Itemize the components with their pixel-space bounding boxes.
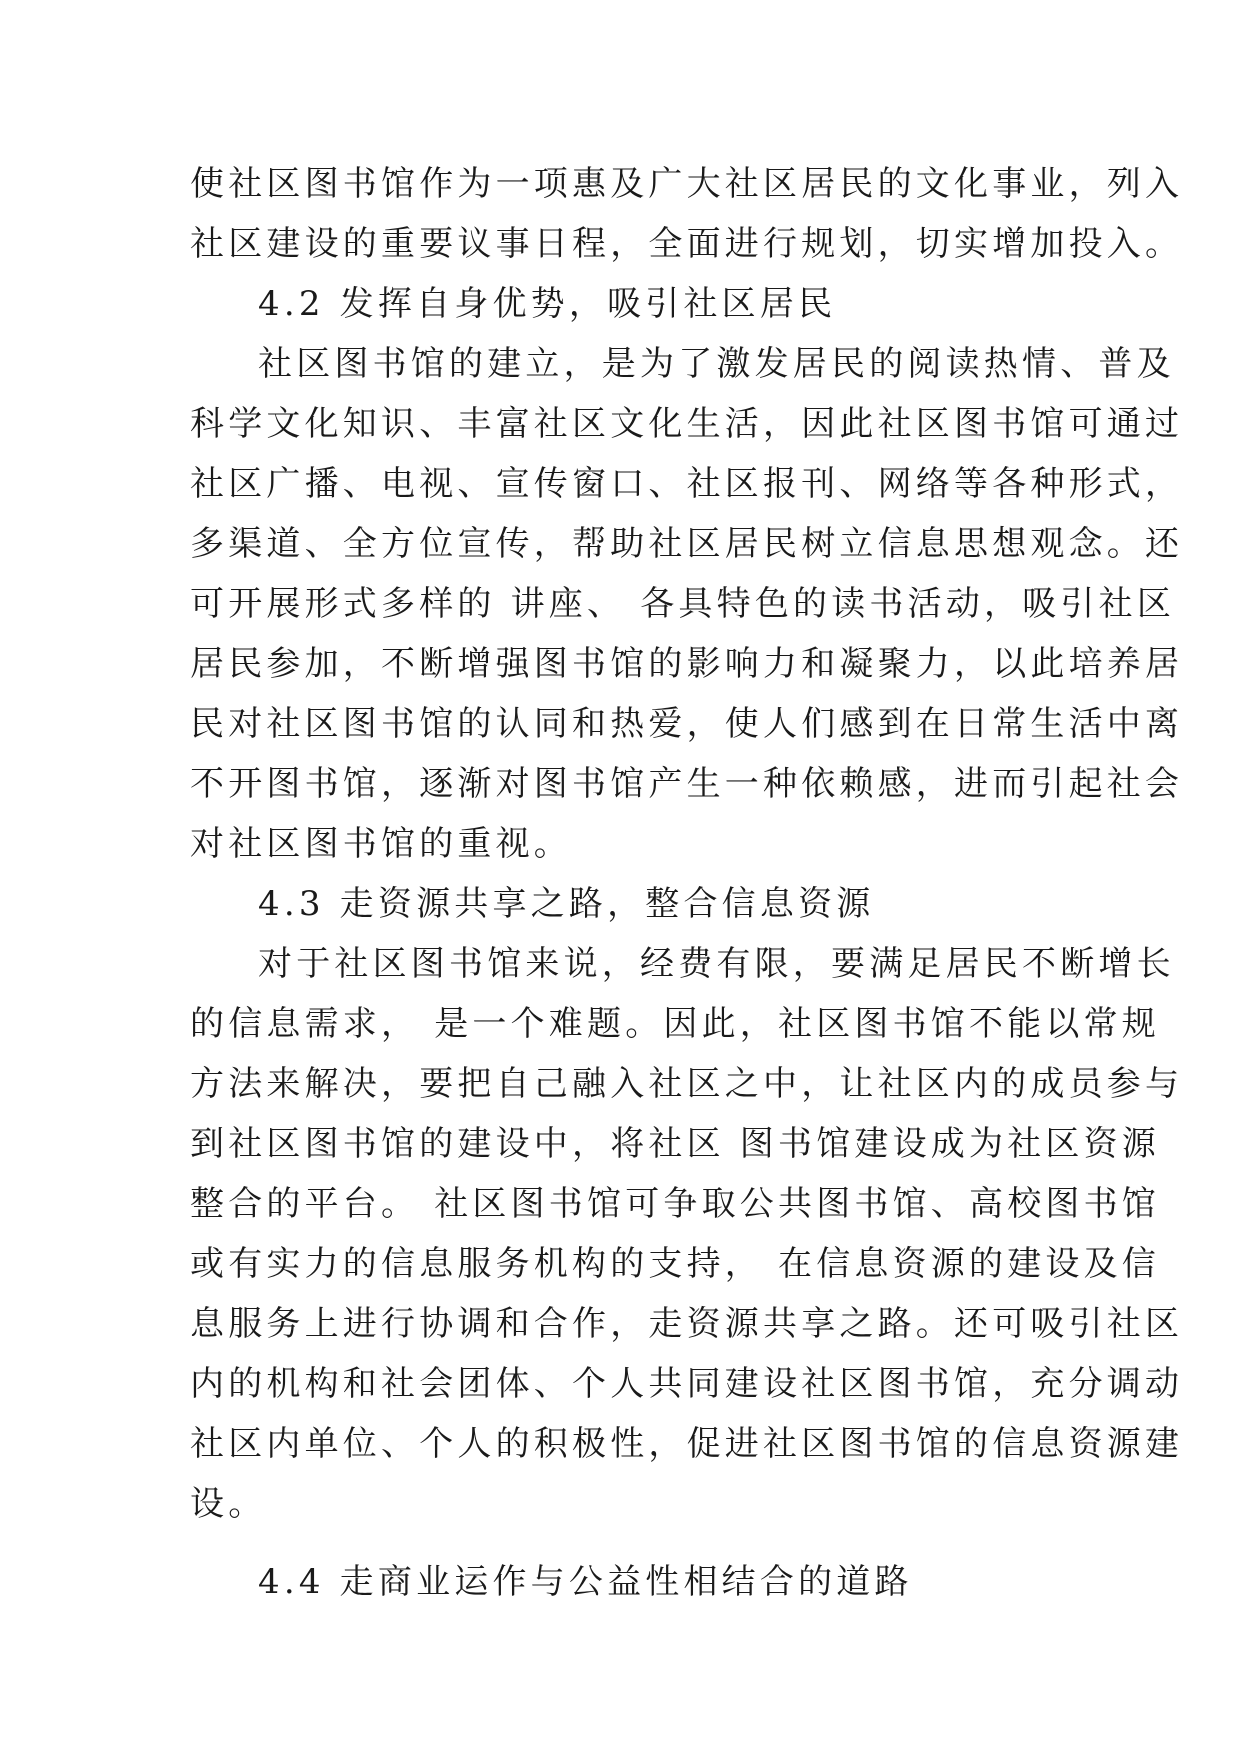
section-heading-4-4: 4.4 走商业运作与公益性相结合的道路	[258, 1562, 913, 1602]
paragraph-line: 可开展形式多样的 讲座、 各具特色的读书活动，吸引社区	[190, 584, 1176, 624]
paragraph-line: 多渠道、全方位宣传，帮助社区居民树立信息思想观念。还	[190, 524, 1184, 564]
paragraph-line: 到社区图书馆的建设中，将社区 图书馆建设成为社区资源	[190, 1124, 1161, 1164]
paragraph-line: 或有实力的信息服务机构的支持， 在信息资源的建设及信	[190, 1244, 1161, 1284]
paragraph-line: 对社区图书馆的重视。	[190, 824, 572, 864]
paragraph-line: 科学文化知识、丰富社区文化生活，因此社区图书馆可通过	[190, 404, 1184, 444]
paragraph-line: 设。	[190, 1484, 267, 1524]
section-heading-4-2: 4.2 发挥自身优势，吸引社区居民	[258, 284, 837, 324]
paragraph-line: 方法来解决，要把自己融入社区之中，让社区内的成员参与	[190, 1064, 1184, 1104]
paragraph-line: 社区内单位、个人的积极性，促进社区图书馆的信息资源建	[190, 1424, 1184, 1464]
document-body	[190, 154, 1184, 1612]
paragraph-line: 社区图书馆的建立，是为了激发居民的阅读热情、普及	[258, 344, 1175, 384]
paragraph-line: 民对社区图书馆的认同和热爱，使人们感到在日常生活中离	[190, 704, 1184, 744]
paragraph-line: 社区广播、电视、宣传窗口、社区报刊、网络等各种形式，	[190, 464, 1184, 504]
paragraph-line: 使社区图书馆作为一项惠及广大社区居民的文化事业，列入	[190, 164, 1184, 204]
paragraph-line: 居民参加，不断增强图书馆的影响力和凝聚力，以此培养居	[190, 644, 1184, 684]
paragraph-line: 整合的平台。 社区图书馆可争取公共图书馆、高校图书馆	[190, 1184, 1161, 1224]
paragraph-line: 的信息需求， 是一个难题。因此，社区图书馆不能以常规	[190, 1004, 1161, 1044]
paragraph-line: 内的机构和社会团体、个人共同建设社区图书馆，充分调动	[190, 1364, 1184, 1404]
paragraph-line: 息服务上进行协调和合作，走资源共享之路。还可吸引社区	[190, 1304, 1184, 1344]
paragraph-line: 不开图书馆，逐渐对图书馆产生一种依赖感，进而引起社会	[190, 764, 1184, 804]
section-heading-4-3: 4.3 走资源共享之路，整合信息资源	[258, 884, 875, 924]
paragraph-line: 对于社区图书馆来说，经费有限，要满足居民不断增长	[258, 944, 1175, 984]
paragraph-line: 社区建设的重要议事日程，全面进行规划，切实增加投入。	[190, 224, 1184, 264]
